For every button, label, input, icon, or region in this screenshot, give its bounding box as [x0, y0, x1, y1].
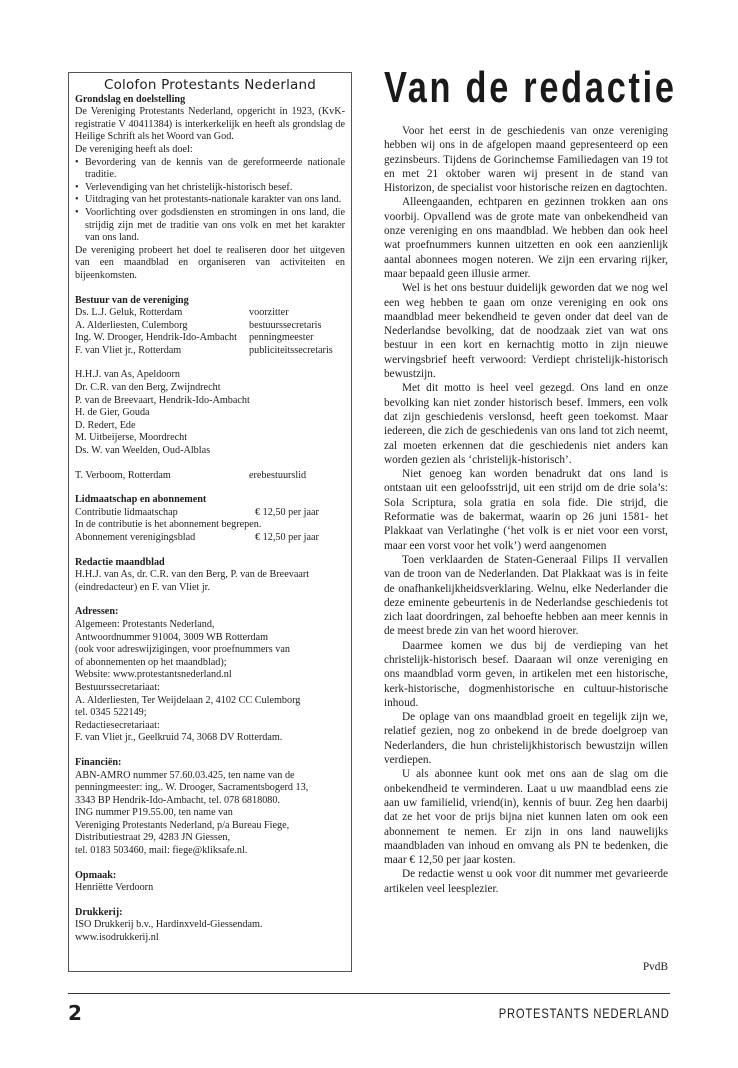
doel-outro: De vereniging probeert het doel te realiseren door het uitgeven van een maandblad en organiseren van activiteiten en bijeenkomsten.: [75, 244, 345, 281]
adres-line: Bestuurssecretariaat:: [75, 681, 160, 693]
grondslag-text: De Vereniging Protestants Nederland, opgericht in 1923, (KvK-registratie V 40411384) is interkerkelijk en heeft als grondslag de Heilige Schrift als het Woord van God.: [75, 106, 345, 143]
redactie-line: (eindredacteur) en F. van Vliet jr.: [75, 581, 211, 593]
doelen-list: [75, 157, 345, 245]
bestuur-row: Ing. W. Drooger, Hendrik-Ido-Ambacht penningmeester: [75, 332, 314, 344]
financien-line: penningmeester: ing,. W. Drooger, Sacramentsbogerd 13,: [75, 782, 309, 794]
financien-line: Vereniging Protestants Nederland, p/a Bureau Fiege,: [75, 819, 290, 831]
website-link[interactable]: Website: www.protestantsnederland.nl: [75, 669, 232, 681]
drukkerij-heading: Drukkerij:: [75, 906, 123, 918]
adressen-heading: Adressen:: [75, 606, 119, 618]
lid-item: P. van de Breevaart, Hendrik-Ido-Ambacht: [75, 394, 250, 406]
adres-line: Redactiesecretariaat:: [75, 719, 160, 731]
financien-line: ING nummer P19.55.00, ten name van: [75, 807, 233, 819]
lid-item: H.H.J. van As, Apeldoorn: [75, 369, 180, 381]
abonnement-note: In de contributie is het abonnement begrepen.: [75, 519, 262, 531]
adres-line: A. Alderliesten, Ter Weijdelaan 2, 4102 CC Culemborg: [75, 694, 301, 706]
adres-line: (ook voor adreswijzigingen, voor proefnummers van: [75, 644, 291, 656]
lid-item: Ds. W. van Weelden, Oud-Alblas: [75, 445, 211, 457]
article-paragraph: U als abonnee kunt ook met ons aan de slag om die onbekendheid te verminderen. Laat u uw maandblad eens zie aan uw familielid, vriend(in), kennis of buur. Zeg hen daarbij dat ze het voor de prijs bijna niet kunnen laten om ook een abonnement te nemen. Er zijn in ons land nauwelijks maandbladen van inhoud en omvang als PN te bedenken, die maar € 12,50 per jaar kosten.: [384, 768, 668, 867]
article-paragraph: Wel is het ons bestuur duidelijk geworden dat we nog wel een weg hebben te gaan om onze vereniging en ook ons maandblad meer bekendheid te geven onder dat deel van de Nederlandse bevolking, dat de noodzaak ziet van wat ons bestuur in een kort en kernachtig motto in zijn nieuwe wervingsbrief heeft verwoord: Verdiept christelijk-historisch bewustzijn.: [384, 282, 668, 381]
article-paragraph: Met dit motto is heel veel gezegd. Ons land en onze bevolking kan niet zonder historisch besef. Immers, een volk dat zijn geschiedenis verslonsd, heeft geen toekomst. Maar iedereen, die zich de geschiedenis van ons land tot zich neemt, zal moeten erkennen dat die geschiedenis niet anders kan worden gezien als ‘christelijk-historisch’.: [384, 382, 668, 466]
lid-item: H. de Gier, Gouda: [75, 407, 150, 419]
footer-divider: [68, 993, 670, 994]
financien-line: 3343 BP Hendrik-Ido-Ambacht, tel. 078 6818080.: [75, 794, 281, 806]
article-title: Van de redactie: [384, 63, 677, 112]
colofon-box: [68, 72, 352, 972]
article-paragraph: Voor het eerst in de geschiedenis van onze vereniging hebben wij ons in de afgelopen maand gepresenteerd op een gezinsbeurs. Tijdens de Gorinchemse Familiedagen van 19 tot en met 21 oktober waren wij present in de stand van Historizon, de specialist voor historische reizen en dagtochten.: [384, 125, 668, 195]
opmaak-line: Henriëtte Verdoorn: [75, 882, 154, 894]
adres-line: Algemeen: Protestants Nederland,: [75, 618, 215, 630]
doel-item: • Verlevendiging van het christelijk-historisch besef.: [75, 181, 293, 193]
doel-item: • Voorlichting over godsdiensten en stromingen in ons land, die strijdig zijn met de traditie van ons volk en met het karakter van ons land.: [75, 206, 345, 244]
article-paragraph: Niet genoeg kan worden benadrukt dat ons land is ontstaan uit een geloofsstrijd, uit een strijd om de drie sola’s: Sola Scriptura, sola gratia en sola fide. Die strijd, die Reformatie was de bakermat, waarin op 26 juni 1581- het Plakkaat van Verlatinghe (‘het volk is er niet voor een vorst, maar een vorst voor het volk’) werd aangenomen: [384, 468, 668, 552]
article-paragraph: Daarmee komen we dus bij de verdieping van het christelijk-historisch besef. Daaraan wil onze vereniging en ons maandblad vorm geven, in artikelen met een historische, kerk-historische, dogmenhistorische en cultuur-historische inhoud.: [384, 639, 668, 709]
opmaak-heading: Opmaak:: [75, 869, 117, 881]
contributie-row: Contributie lidmaatschap € 12,50 per jaar: [75, 506, 319, 518]
lid-item: Dr. C.R. van den Berg, Zwijndrecht: [75, 382, 221, 394]
adres-line: Antwoordnummer 91004, 3009 WB Rotterdam: [75, 631, 269, 643]
bestuur-list: [75, 307, 345, 357]
article-paragraph: Toen verklaarden de Staten-Generaal Filips II vervallen van de troon van de Nederlanden. Dat Plakkaat was is in feite de onafhankelijkheidsverklaring. Welnu, elke Nederlander die deze eminente gebeurtenis in de Nederlandse geschiedenis tot zich laat doordringen, zal behoefte hebben aan meer kennis in de meest brede zin van het woord hierover.: [384, 553, 668, 638]
redactie-heading: Redactie maandblad: [75, 556, 165, 568]
lid-item: M. Uitbeijerse, Moordrecht: [75, 432, 188, 444]
financien-line: tel. 0183 503460, mail: fiege@kliksafe.nl.: [75, 845, 248, 857]
article-body: [384, 124, 668, 896]
bestuur-heading: Bestuur van de vereniging: [75, 294, 189, 306]
financien-line: Distributiestraat 29, 4283 JN Giessen,: [75, 832, 231, 844]
colofon-title: Colofon Protestants Nederland: [103, 77, 317, 93]
bestuur-row: F. van Vliet jr., Rotterdam publiciteitssecretaris: [75, 344, 333, 356]
adres-line: of abonnementen op het maandblad);: [75, 656, 227, 668]
doel-item: • Uitdraging van het protestants-nationale karakter van ons land.: [75, 194, 342, 206]
financien-line: ABN-AMRO nummer 57.60.03.425, ten name van de: [75, 769, 295, 781]
drukkerij-line: ISO Drukkerij b.v., Hardinxveld-Giessendam.: [75, 919, 263, 931]
adres-line: tel. 0345 522149;: [75, 707, 147, 719]
abonnement-row: Abonnement verenigingsblad € 12,50 per jaar: [75, 532, 319, 543]
lid-item: D. Redert, Ede: [75, 419, 136, 431]
erelid-row: T. Verboom, Rotterdam erebestuurslid: [75, 469, 307, 481]
lidmaatschap-heading: Lidmaatschap en abonnement: [75, 494, 207, 506]
adres-line: F. van Vliet jr., Geelkruid 74, 3068 DV Rotterdam.: [75, 732, 283, 744]
article-paragraph: Alleengaanden, echtparen en gezinnen trokken aan ons voorbij. Opvallend was de grote mate van onbekendheid van onze vereniging en ons maandblad. We hebben dan ook heel wat proefnummers kunnen uitzetten en ook een aanzienlijk aantal abonnees mogen noteren. We zijn een ervaring rijker, maar bepaald geen illusie armer.: [384, 196, 668, 280]
bestuur-row: Ds. L.J. Geluk, Rotterdam voorzitter: [75, 307, 289, 319]
article-paragraph: De redactie wenst u ook voor dit nummer met gevarieerde artikelen veel leesplezier.: [384, 868, 668, 895]
grondslag-heading: Grondslag en doelstelling: [75, 93, 186, 105]
article-paragraph: De oplage van ons maandblad groeit en tegelijk zijn we, relatief gezien, nog zo onbekend in de brede doelgroep van Nederlanders, die hun christelijkhistorisch bewustzijn willen verdiepen.: [384, 711, 668, 767]
doel-intro: De vereniging heeft als doel:: [75, 143, 193, 155]
page-number: 2: [68, 1001, 82, 1025]
bestuur-row: A. Alderliesten, Culemborg bestuurssecretaris: [75, 319, 322, 331]
leden-list: [75, 369, 345, 457]
financien-heading: Financiën:: [75, 756, 122, 768]
redactie-line: H.H.J. van As, dr. C.R. van den Berg, P. van de Breevaart: [75, 569, 310, 581]
article-signature: PvdB: [642, 961, 668, 973]
doel-item: • Bevordering van de kennis van de gereformeerde nationale traditie.: [75, 156, 345, 181]
drukkerij-website-link[interactable]: www.isodrukkerij.nl: [75, 932, 159, 944]
running-head: PROTESTANTS NEDERLAND: [499, 1005, 670, 1021]
